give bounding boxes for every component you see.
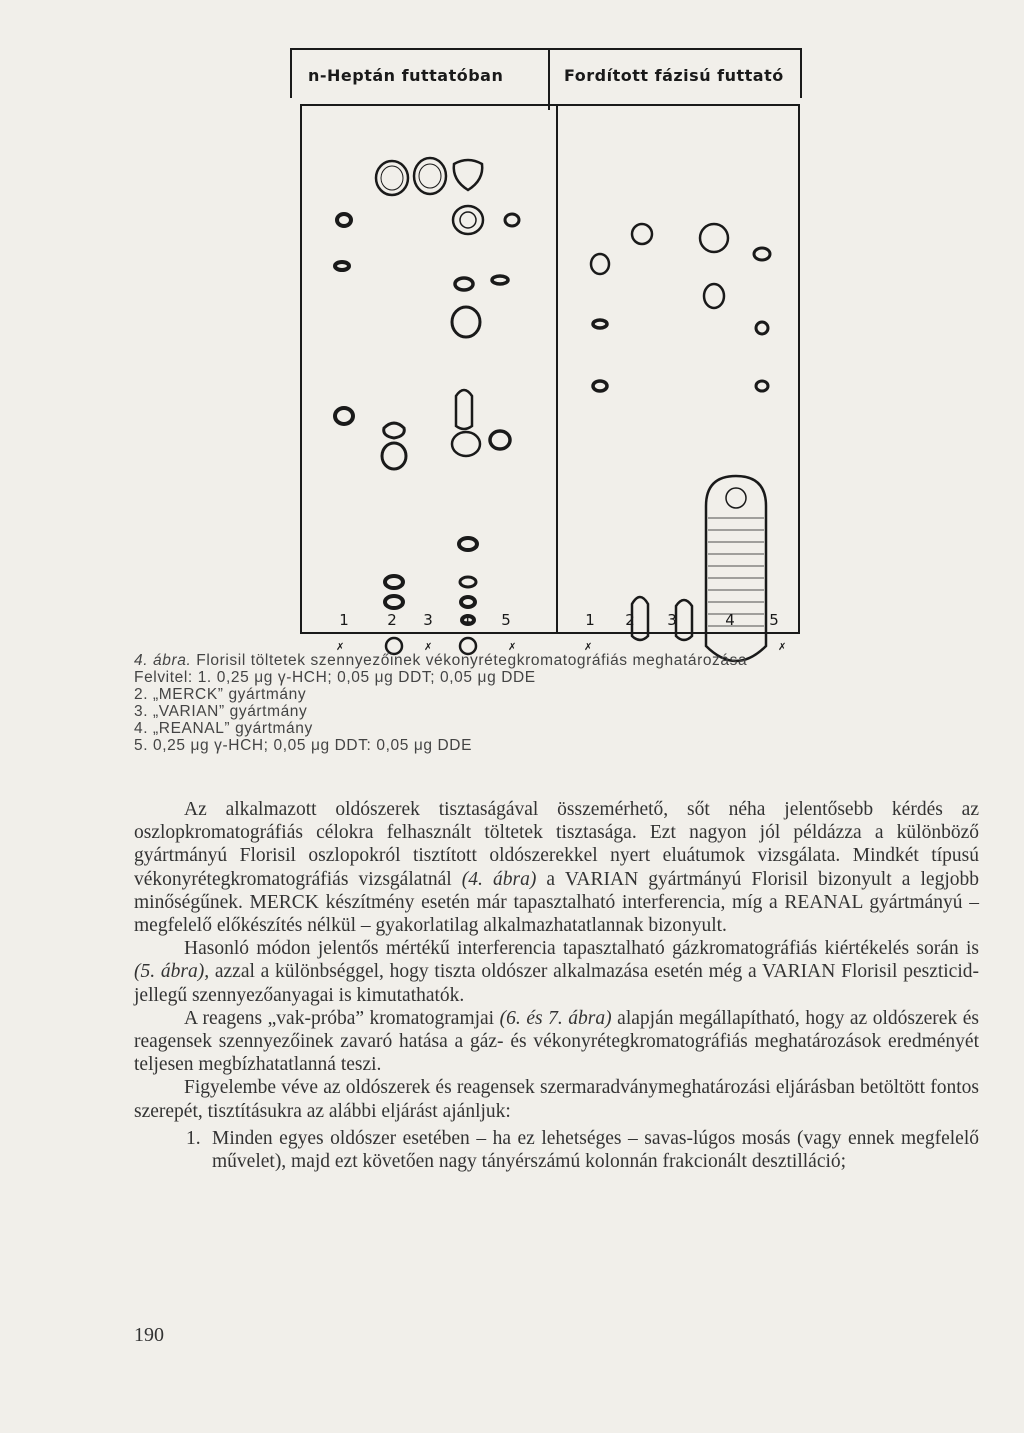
lane-label-left-4: 4 <box>461 611 471 629</box>
paragraph-3: A reagens „vak-próba” kromatogramjai (6. és 7. ábra) alapján megállapítható, hogy az oldószerek és reagensek szennyezőinek zavaró hatása a gáz- és vékonyrétegkromatográfiás meghatározások eredményét teljesen megbízhatatlanná teszi. <box>134 1007 979 1076</box>
caption-line-5: 4. „REANAL” gyártmány <box>134 720 313 737</box>
caption-line-3: 2. „MERCK” gyártmány <box>134 686 307 703</box>
svg-text:✗: ✗ <box>336 642 345 653</box>
lane-label-left-3: 3 <box>423 611 433 629</box>
spot <box>756 381 768 391</box>
spot <box>335 262 349 270</box>
spot <box>455 278 473 290</box>
list-item <box>134 1127 979 1173</box>
spot <box>700 224 728 252</box>
svg-text:✗: ✗ <box>584 642 593 653</box>
caption-line-1 <box>134 652 894 669</box>
spot <box>452 307 480 337</box>
lane-label-right-1: 1 <box>585 611 595 629</box>
caption-line-4: 3. „VARIAN” gyártmány <box>134 703 308 720</box>
spot <box>704 284 724 308</box>
spot <box>461 597 475 607</box>
spot <box>385 596 403 608</box>
spot <box>452 432 480 456</box>
figure-reference: (6. és 7. ábra) <box>499 1007 612 1029</box>
spot <box>632 224 652 244</box>
tlc-spots <box>302 106 802 653</box>
spot <box>459 538 477 550</box>
figure-caption <box>134 652 894 754</box>
spot <box>492 276 508 284</box>
spot <box>456 390 472 429</box>
spot <box>460 212 476 228</box>
lane-label-left-2: 2 <box>387 611 397 629</box>
spot <box>337 214 351 226</box>
spot <box>593 381 607 391</box>
lane-label-right-3: 3 <box>667 611 677 629</box>
spot <box>335 408 353 424</box>
caption-line-2: Felvitel: 1. 0,25 μg γ-HCH; 0,05 μg DDT; 0,05 μg DDE <box>134 669 536 686</box>
page-number: 190 <box>134 1324 164 1346</box>
lane-label-right-2: 2 <box>625 611 635 629</box>
spot <box>505 214 519 226</box>
spot <box>382 443 406 469</box>
spot <box>756 322 768 334</box>
spot <box>384 423 405 438</box>
spot <box>591 254 609 274</box>
svg-text:✗: ✗ <box>508 642 517 653</box>
header-right-label: Fordított fázisú futtató <box>564 66 784 85</box>
spot <box>726 488 746 508</box>
caption-label: 4. ábra. <box>134 652 192 669</box>
tlc-plates <box>300 104 800 653</box>
paragraph-2: Hasonló módon jelentős mértékű interferencia tapasztalható gázkromatográfiás kiértékelés során is (5. ábra), azzal a különbséggel, hogy tiszta oldószer alkalmazása esetén még a VARIAN Florisil peszticid-jellegű szennyezőanyagai is kimutathatók. <box>134 938 979 1006</box>
lane-label-left-5: 5 <box>501 611 511 629</box>
caption-line-6: 5. 0,25 μg γ-HCH; 0,05 μg DDT: 0,05 μg DDE <box>134 737 473 754</box>
spot <box>419 164 441 188</box>
lane-label-right-5: 5 <box>769 611 779 629</box>
spot <box>453 206 483 234</box>
spot <box>460 577 476 587</box>
spot <box>490 431 510 449</box>
paragraph-1: Az alkalmazott oldószerek tisztaságával összemérhető, sőt néha jelentősebb kérdés az oszlopkromatográfiás célokra felhasznált töltetek tisztasága. Ezt nagyon jól példázza a különböző gyártmányú Florisil oszlopokról tisztított oldószerekkel nyert eluátumok vizsgálata. Mindkét típusú vékonyrétegkromatográfiás vizsgálatnál (4. ábra) a VARIAN gyártmányú Florisil bizonyult a legjobb minőségűnek. MERCK készítmény esetén már tapasztalható interferencia, míg a REANAL gyártmányú – megfelelő előkészítés nélkül – gyakorlatilag alkalmazhatatlannak bizonyult. <box>134 799 979 937</box>
list-text: Minden egyes oldószer esetében – ha ez lehetséges – savas-lúgos mosás (vagy ennek megfelelő művelet), majd ezt követően nagy tányérszámú kolonnán frakcionált desztilláció; <box>212 1127 979 1173</box>
spot <box>706 476 766 661</box>
header-left-label: n-Heptán futtatóban <box>308 66 504 85</box>
spot <box>593 320 607 328</box>
spot <box>754 248 770 260</box>
body-text <box>134 798 979 1173</box>
svg-text:✗: ✗ <box>778 642 787 653</box>
tlc-figure <box>290 48 810 653</box>
caption-title: Florisil töltetek szennyezőinek vékonyrétegkromatográfiás meghatározása <box>196 652 748 669</box>
spot <box>381 166 403 190</box>
list-number: 1. <box>186 1127 201 1149</box>
header-border-right <box>800 48 802 98</box>
figure-reference: (4. ábra) <box>461 868 537 890</box>
svg-text:✗: ✗ <box>424 642 433 653</box>
lane-label-left-1: 1 <box>339 611 349 629</box>
spot <box>454 160 482 190</box>
spot <box>385 576 403 588</box>
figure-reference: (5. ábra), <box>134 961 210 983</box>
header-divider <box>548 48 550 110</box>
lane-label-right-4: 4 <box>725 611 735 629</box>
paragraph-4: Figyelembe véve az oldószerek és reagensek szermaradványmeghatározási eljárásban betöltött fontos szerepét, tisztításukra az alábbi eljárást ajánljuk: <box>134 1077 979 1122</box>
